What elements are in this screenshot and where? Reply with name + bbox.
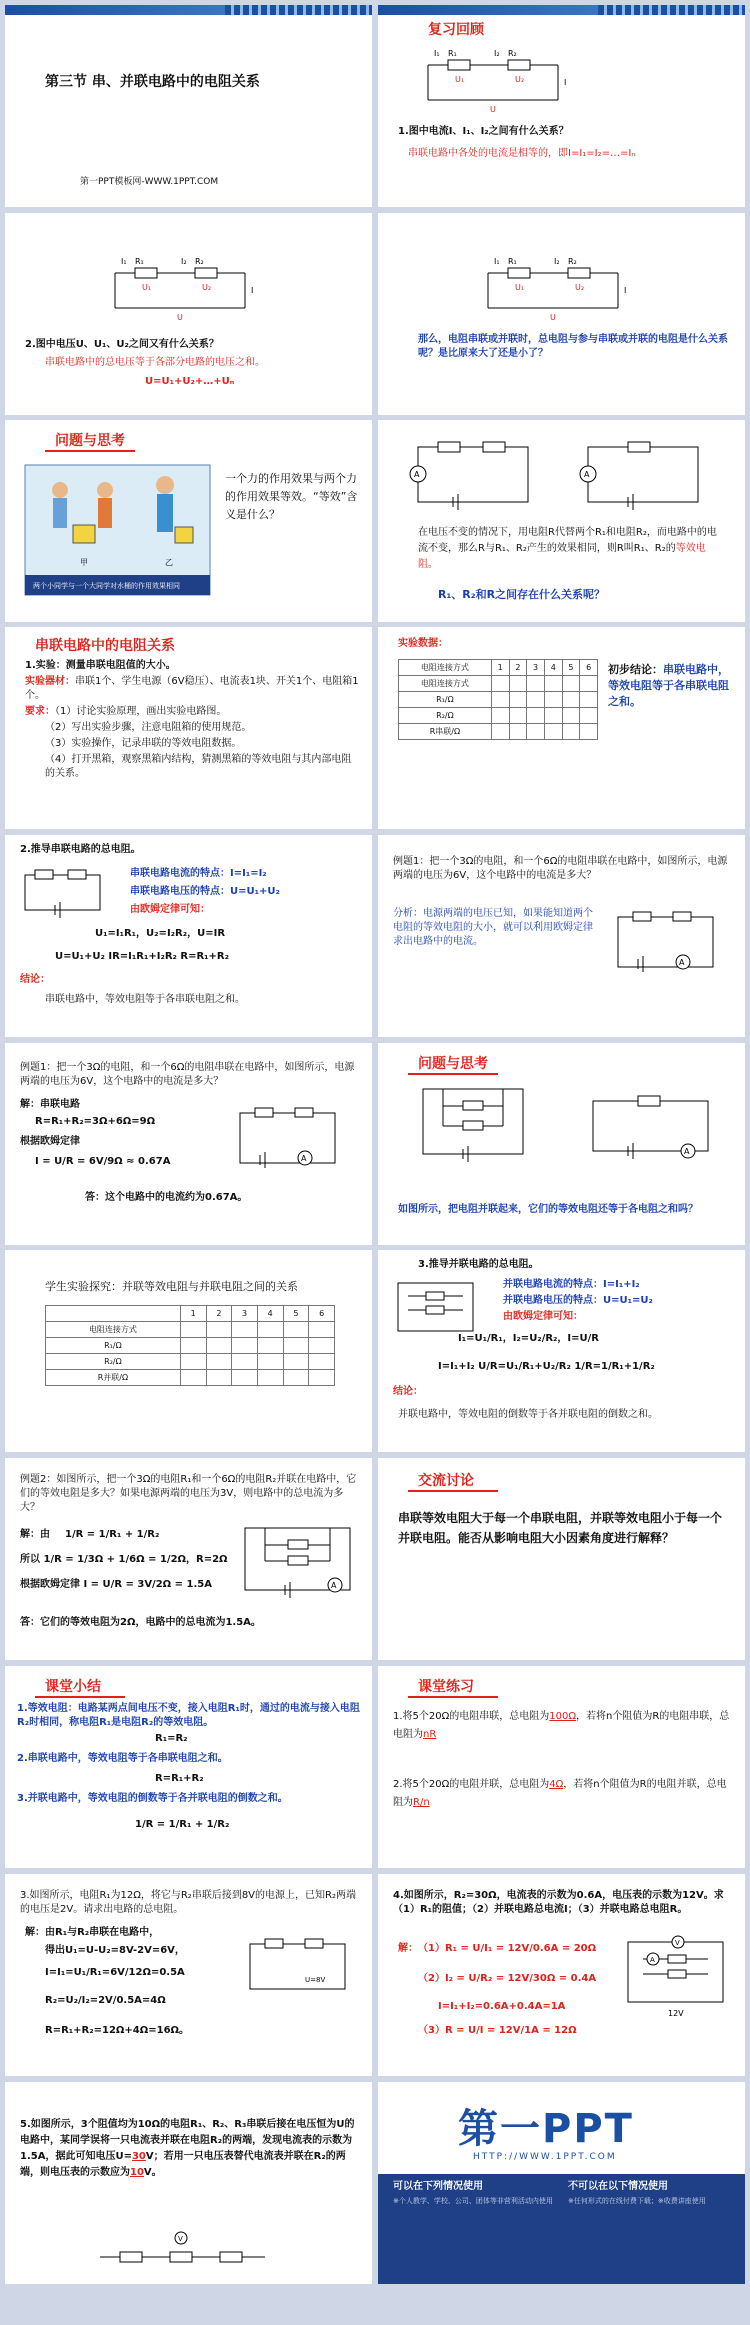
svg-text:A: A xyxy=(331,1581,337,1590)
brand-url: HTTP://WWW.1PPT.COM xyxy=(473,2152,617,2162)
conclusion: 初步结论：串联电路中，等效电阻等于各串联电阻之和。 xyxy=(608,663,729,708)
brand-logo: 第一PPT xyxy=(458,2106,634,2152)
slide-2[interactable] xyxy=(378,5,745,207)
label-u2: U₂ xyxy=(515,75,525,84)
question: 5.如图所示，3个阻值均为10Ω的电阻R₁、R₂、R₃串联后接在电压恒为U的电路中，某同学误将一只电流表并联在电阻R₂的两端，发现电流表的示数为1.5A，据此可知电压U=30V；若用一只电压表替代电流表并联在R₂的两端，则电压表的示数应为10V。 xyxy=(20,2119,355,2178)
heading-underline xyxy=(408,1490,498,1492)
formula-3: 1/R = 1/R₁ + 1/R₂ xyxy=(135,1819,230,1830)
label-r2: R₂ xyxy=(508,49,517,58)
conclusion-label: 结论： xyxy=(20,974,50,985)
svg-text:A: A xyxy=(414,470,420,479)
formula-1: I₁=U₁/R₁，I₂=U₂/R₂，I=U/R xyxy=(458,1333,599,1344)
line-5: （3）实验操作，记录串联的等效电阻数据。 xyxy=(45,738,242,749)
conclusion-text: 串联电路中，等效电阻等于各串联电阻之和。 xyxy=(45,994,245,1005)
svg-text:U₁: U₁ xyxy=(142,283,152,292)
label-i2: I₂ xyxy=(494,49,500,58)
label-u1: U₁ xyxy=(455,75,465,84)
example-text: 例题1：把一个3Ω的电阻，和一个6Ω的电阻串联在电路中，如图所示，电源两端的电压为6V，这个电路中的电流是多大？ xyxy=(393,856,728,881)
paragraph: 一个力的作用效果与两个力的作用效果等效。“等效”含义是什么？ xyxy=(225,472,358,521)
data-table: 1 2 3 4 5 6 电阻连接方式 R₁/Ω R₂/Ω R并联/Ω xyxy=(45,1305,335,1386)
paragraph: 串联等效电阻大于每一个串联电阻，并联等效电阻小于每一个并联电阻。能否从影响电阻大小因素角度进行解释？ xyxy=(398,1511,723,1545)
analysis-text: 分析：电源两端的电压已知，如果能知道两个电阻的等效电阻的大小，就可以利用欧姆定律求出电路中的电流。 xyxy=(393,908,593,947)
point-2: 并联电路电压的特点：U=U₁=U₂ xyxy=(503,1295,653,1306)
slide-heading: 问题与思考 xyxy=(418,1056,488,1072)
slide-12[interactable] xyxy=(378,1043,745,1245)
solution-label: 解：串联电路 xyxy=(20,1099,80,1110)
slide-6[interactable] xyxy=(378,420,745,622)
slide-10[interactable] xyxy=(378,835,745,1037)
formula-2: 根据欧姆定律 xyxy=(20,1136,80,1147)
slide-13[interactable] xyxy=(5,1250,372,1452)
slide-heading: 复习回顾 xyxy=(428,22,484,38)
svg-text:U₂: U₂ xyxy=(575,283,585,292)
heading-underline xyxy=(35,1696,125,1698)
question: 3.如图所示，电阻R₁为12Ω，将它与R₂串联后接到8V的电源上，已知R₂两端的电压是2V。请求出电路的总电阻。 xyxy=(20,1890,356,1915)
slide-heading: 串联电路中的电阻关系 xyxy=(35,638,175,654)
example-text: 例题1：把一个3Ω的电阻，和一个6Ω的电阻串联在电路中，如图所示，电源两端的电压为6V，这个电路中的电流是多大？ xyxy=(20,1062,355,1087)
solution-label: 解：由R₁与R₂串联在电路中， xyxy=(25,1927,160,1938)
question: 2.图中电压U、U₁、U₂之间又有什么关系？ xyxy=(25,339,219,350)
formula-4: （3）R = U/I = 12V/1A = 12Ω xyxy=(418,2025,577,2036)
formula-2: R=R₁+R₂ xyxy=(155,1773,204,1784)
ohm-note: 由欧姆定律可知： xyxy=(130,904,210,915)
data-table: 电阻连接方式 1 2 3 4 5 6 电阻连接方式 R₁/Ω R₂/Ω R串联/Ω xyxy=(398,659,598,740)
slide-21[interactable] xyxy=(5,2082,372,2284)
slide-8[interactable] xyxy=(378,627,745,829)
svg-text:U₁: U₁ xyxy=(515,283,525,292)
conclusion-label: 结论： xyxy=(393,1386,423,1397)
svg-text:R₂: R₂ xyxy=(195,257,204,266)
series-circuit-diagram xyxy=(488,257,628,322)
solution-label: 解：由 xyxy=(20,1529,50,1540)
usage-forbidden-text: ※任何形式的在线付费下载；※收费讲座使用 xyxy=(568,2197,706,2205)
heading-underline xyxy=(45,450,135,452)
slide-11[interactable] xyxy=(5,1043,372,1245)
slide-18[interactable] xyxy=(378,1666,745,1868)
line-1: 1.实验：测量串联电阻值的大小。 xyxy=(25,660,176,671)
answer-line1: 串联电路中的总电压等于各部分电路的电压之和。 xyxy=(45,357,265,368)
label-i: I xyxy=(564,78,567,87)
series-circuit-diagram xyxy=(115,257,255,322)
slide-title: 第三节 串、并联电路中的电阻关系 xyxy=(45,74,260,90)
example-circuit xyxy=(613,907,723,977)
heading-underline xyxy=(408,1696,498,1698)
slide-heading: 问题与思考 xyxy=(55,433,125,449)
point-2: 串联电路电压的特点：U=U₁+U₂ xyxy=(130,886,280,897)
ohm-note: 由欧姆定律可知： xyxy=(503,1311,583,1322)
formula-1: 1/R = 1/R₁ + 1/R₂ xyxy=(65,1529,160,1540)
svg-text:R₂: R₂ xyxy=(568,257,577,266)
slide-15[interactable] xyxy=(5,1458,372,1660)
answer: 答：这个电路中的电流约为0.67A。 xyxy=(85,1192,248,1203)
formula-1: R₁=R₂ xyxy=(155,1733,188,1744)
label-i1: I₁ xyxy=(434,49,440,58)
slide-title: 2.推导串联电路的总电阻。 xyxy=(20,844,141,855)
formula-3: 根据欧姆定律 I = U/R = 3V/2Ω = 1.5A xyxy=(20,1579,212,1590)
conclusion-text: 并联电路中，等效电阻的倒数等于各并联电阻的倒数之和。 xyxy=(398,1409,658,1420)
line-3: 要求：（1）讨论实验原理，画出实验电路图。 xyxy=(25,706,227,717)
formula-1: U₁=I₁R₁，U₂=I₂R₂，U=IR xyxy=(95,928,226,939)
formula-2: I=I₁=U₁/R₁=6V/12Ω=0.5A xyxy=(45,1967,185,1978)
formula-3: R₂=U₂/I₂=2V/0.5A=4Ω xyxy=(45,1995,166,2006)
svg-text:A: A xyxy=(301,1154,307,1163)
slide-14[interactable] xyxy=(378,1250,745,1452)
question: R₁、R₂和R之间存在什么关系呢？ xyxy=(438,588,606,601)
svg-text:A: A xyxy=(650,1956,655,1964)
paragraph: 在电压不变的情况下，用电阻R代替两个R₁和电阻R₂，而电路中的电流不变，那么R与R₁、R₂产生的效果相同，则R叫R₁、R₂的等效电阻。 xyxy=(418,527,717,570)
svg-text:A: A xyxy=(679,958,685,967)
svg-text:U: U xyxy=(550,313,556,322)
formula-2: I=I₁+I₂ U/R=U₁/R₁+U₂/R₂ 1/R=1/R₁+1/R₂ xyxy=(438,1361,655,1372)
svg-text:V: V xyxy=(178,2235,183,2243)
usage-forbidden-title: 不可以在以下情况使用 xyxy=(568,2181,668,2192)
point-2: 2.串联电路中，等效电阻等于各串联电阻之和。 xyxy=(17,1753,228,1764)
question: 1.图中电流I、I₁、I₂之间有什么关系？ xyxy=(398,126,569,137)
svg-text:R₁: R₁ xyxy=(135,257,144,266)
label-u: U xyxy=(490,105,496,114)
svg-text:U₂: U₂ xyxy=(202,283,212,292)
slide-heading: 课堂练习 xyxy=(418,1679,474,1695)
highlight: 等效电阻。 xyxy=(418,543,706,570)
solution-label: 解： xyxy=(398,1943,418,1954)
series-circuit-diagram xyxy=(428,49,568,114)
slide-1[interactable] xyxy=(5,5,372,207)
label-yi: 乙 xyxy=(165,558,173,567)
slide-20[interactable] xyxy=(378,1874,745,2076)
point-1: 并联电路电流的特点：I=I₁+I₂ xyxy=(503,1279,640,1290)
example-text: 例题2：如图所示，把一个3Ω的电阻R₁和一个6Ω的电阻R₂并联在电路中，它们的等效电阻是多大？如果电源两端的电压为3V，则电路中的总电流为多大？ xyxy=(20,1474,357,1513)
svg-text:I₁: I₁ xyxy=(494,257,500,266)
exercise-circuit xyxy=(95,2232,275,2277)
circuit-voltage: 12V xyxy=(668,2009,684,2018)
slide-subtitle: 第一PPT模板网-WWW.1PPT.COM xyxy=(80,177,219,187)
slide-9[interactable] xyxy=(5,835,372,1037)
slide-title: 3.推导并联电路的总电阻。 xyxy=(418,1259,539,1270)
svg-text:I: I xyxy=(251,286,254,295)
answer: 答：它们的等效电阻为2Ω，电路中的总电流为1.5A。 xyxy=(20,1617,261,1628)
slide-17[interactable] xyxy=(5,1666,372,1868)
circuit-voltage: U=8V xyxy=(305,1976,326,1984)
label-r1: R₁ xyxy=(448,49,457,58)
exercise-circuit xyxy=(245,1934,355,2004)
answer: 串联电路中各处的电流是相等的，即I=I₁=I₂=…=Iₙ xyxy=(408,148,636,159)
exercise-circuit xyxy=(623,1934,733,2024)
slide-22[interactable] xyxy=(378,2082,745,2284)
exercise-1: 1.将5个20Ω的电阻串联，总电阻为100Ω，若将n个阻值为R的电阻串联，总电阻为nR xyxy=(393,1711,730,1740)
parallel-circuit-small xyxy=(393,1278,483,1338)
slide-heading: 交流讨论 xyxy=(418,1473,474,1489)
slide-top-bar xyxy=(378,5,745,15)
question: 4.如图所示，R₂=30Ω，电流表的示数为0.6A，电压表的示数为12V。求（1）R₁的阻值；（2）并联电路总电流I；（3）并联电路总电阻R。 xyxy=(393,1890,724,1915)
slide-title: 学生实验探究：并联等效电阻与并联电阻之间的关系 xyxy=(45,1280,298,1293)
svg-text:U: U xyxy=(177,313,183,322)
example-circuit xyxy=(235,1103,345,1173)
formula-3: I=I₁+I₂=0.6A+0.4A=1A xyxy=(438,2001,566,2012)
slide-7[interactable] xyxy=(5,627,372,829)
formula-2: （2）I₂ = U/R₂ = 12V/30Ω = 0.4A xyxy=(418,1973,597,1984)
usage-allowed-title: 可以在下列情况使用 xyxy=(393,2181,483,2192)
svg-text:I₁: I₁ xyxy=(121,257,127,266)
slide-top-bar xyxy=(5,5,372,15)
slide-heading: 课堂小结 xyxy=(45,1679,101,1695)
data-label: 实验数据： xyxy=(398,638,448,649)
formula-2: 所以 1/R = 1/3Ω + 1/6Ω = 1/2Ω，R=2Ω xyxy=(20,1554,228,1565)
svg-text:A: A xyxy=(684,1147,690,1156)
slide-19[interactable] xyxy=(5,1874,372,2076)
svg-text:A: A xyxy=(584,470,590,479)
image-caption: 两个小同学与一个大同学对水桶的作用效果相同 xyxy=(33,582,180,590)
example-circuit xyxy=(240,1523,360,1603)
equivalent-circuit xyxy=(588,1093,718,1163)
svg-text:I₂: I₂ xyxy=(181,257,187,266)
answer-formula: U=U₁+U₂+…+Uₙ xyxy=(145,376,235,387)
question: 如图所示，把电阻并联起来，它们的等效电阻还等于各电阻之和吗？ xyxy=(398,1204,698,1215)
usage-allowed-text: ※个人教学、学校、公司、团体等非营利活动内使用 xyxy=(393,2197,553,2205)
formula-4: R=R₁+R₂=12Ω+4Ω=16Ω。 xyxy=(45,2025,190,2036)
slide-5[interactable] xyxy=(5,420,372,622)
parallel-circuit xyxy=(418,1081,538,1161)
formula-1: R=R₁+R₂=3Ω+6Ω=9Ω xyxy=(35,1116,156,1127)
line-2: 实验器材：串联1个、学生电源（6V稳压）、电流表1块、开关1个、电阻箱1个。 xyxy=(25,676,359,701)
svg-text:R₁: R₁ xyxy=(508,257,517,266)
exercise-2: 2.将5个20Ω的电阻并联，总电阻为4Ω，若将n个阻值为R的电阻并联，总电阻为R/n xyxy=(393,1779,727,1808)
svg-text:I₂: I₂ xyxy=(554,257,560,266)
footer-panel xyxy=(378,2174,745,2284)
formula-1: （1）R₁ = U/I₁ = 12V/0.6A = 20Ω xyxy=(418,1943,597,1954)
formula-2: U=U₁+U₂ IR=I₁R₁+I₂R₂ R=R₁+R₂ xyxy=(55,951,229,962)
line-6: （4）打开黑箱，观察黑箱内结构，猜测黑箱的等效电阻与其内部电阻的关系。 xyxy=(45,754,352,779)
slide-3[interactable] xyxy=(5,213,372,415)
formula-3: I = U/R = 6V/9Ω ≈ 0.67A xyxy=(35,1156,171,1167)
formula-1: 得出U₁=U-U₂=8V-2V=6V， xyxy=(45,1945,185,1956)
heading-underline xyxy=(408,1073,498,1075)
line-4: （2）写出实验步骤，注意电阻箱的使用规范。 xyxy=(45,722,252,733)
slide-4[interactable] xyxy=(378,213,745,415)
slide-16[interactable] xyxy=(378,1458,745,1660)
point-3: 3.并联电路中，等效电阻的倒数等于各并联电阻的倒数之和。 xyxy=(17,1793,288,1804)
svg-text:I: I xyxy=(624,286,627,295)
bucket-illustration xyxy=(25,465,210,595)
point-1: 串联电路电流的特点：I=I₁=I₂ xyxy=(130,868,267,879)
svg-text:V: V xyxy=(675,1939,680,1947)
point-1: 1.等效电阻：电路某两点间电压不变，接入电阻R₁时，通过的电流与接入电阻R₂时相同，称电阻R₁是电阻R₂的等效电阻。 xyxy=(17,1703,360,1728)
label-jia: 甲 xyxy=(80,558,88,567)
series-circuit-small xyxy=(20,865,110,920)
equivalent-circuits xyxy=(398,442,718,512)
question: 那么，电阻串联或并联时，总电阻与参与串联或并联的电阻是什么关系呢？是比原来大了还是小了？ xyxy=(418,334,728,359)
